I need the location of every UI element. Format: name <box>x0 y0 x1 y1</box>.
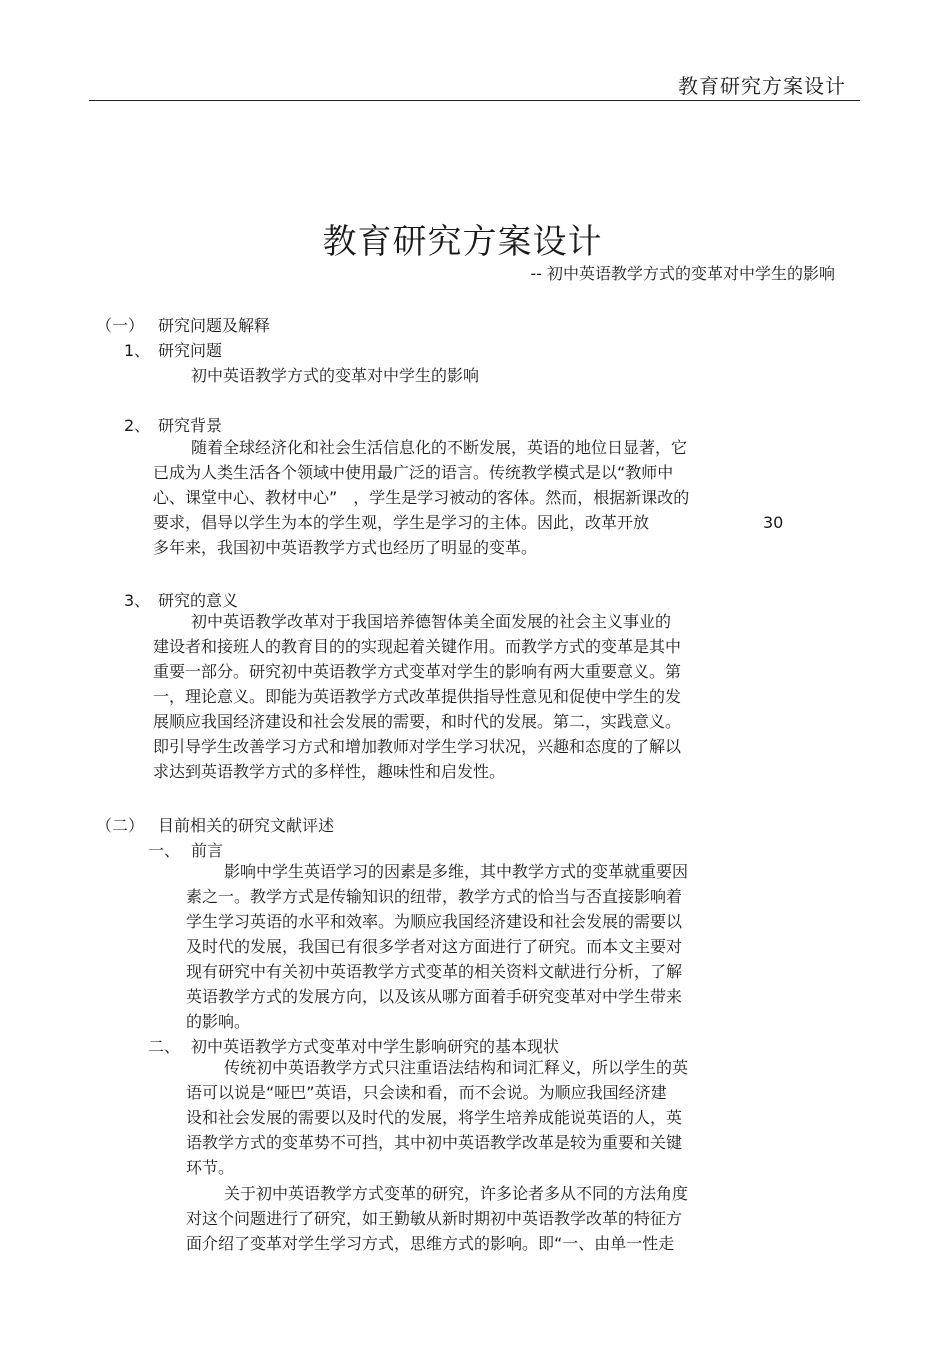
paragraph-line: 展顺应我国经济建设和社会发展的需要，和时代的发展。第二，实践意义。 <box>153 712 682 731</box>
section-1-heading: 研究问题及解释 <box>158 316 271 335</box>
paragraph-line: 多年来，我国初中英语教学方式也经历了明显的变革。 <box>153 538 538 557</box>
status-paragraph-1 <box>186 1055 688 1180</box>
paragraph-line: 素之一。教学方式是传输知识的纽带，教学方式的恰当与否直接影响着 <box>186 887 683 906</box>
section-2-heading: 目前相关的研究文献评述 <box>158 816 335 835</box>
header-rule <box>89 100 860 101</box>
paragraph-line: 传统初中英语教学方式只注重语法结构和词汇释义，所以学生的英 <box>224 1058 689 1077</box>
paragraph-line: 一，理论意义。即能为英语教学方式改革提供指导性意见和促使中学生的发 <box>153 687 682 706</box>
paragraph-line: 初中英语教学改革对于我国培养德智体美全面发展的社会主义事业的 <box>191 612 672 631</box>
item-2-number: 2、 <box>124 416 151 435</box>
paragraph-line: 学生学习英语的水平和效率。为顺应我国经济建设和社会发展的需要以 <box>186 912 683 931</box>
item-2-label: 研究背景 <box>158 416 223 435</box>
paragraph-line: 心、课堂中心、教材中心” ，学生是学习被动的客体。然而，根据新课改的 <box>153 488 690 507</box>
section-1-marker: （一） <box>96 316 145 335</box>
subsection-1-label: 前言 <box>191 841 224 860</box>
subsection-2-label: 初中英语教学方式变革对中学生影响研究的基本现状 <box>191 1037 560 1056</box>
research-question-text: 初中英语教学方式的变革对中学生的影响 <box>191 366 480 385</box>
preface-paragraph <box>186 859 688 1034</box>
item-3-label: 研究的意义 <box>158 591 239 610</box>
margin-number: 30 <box>763 513 784 532</box>
paragraph-line: 语教学方式的变革势不可挡，其中初中英语教学改革是较为重要和关键 <box>186 1133 683 1152</box>
paragraph-line: 重要一部分。研究初中英语教学方式变革对学生的影响有两大重要意义。第 <box>153 662 682 681</box>
paragraph-line: 求达到英语教学方式的多样性，趣味性和启发性。 <box>153 762 506 781</box>
paragraph-line: 随着全球经济化和社会生活信息化的不断发展，英语的地位日显著，它 <box>191 438 688 457</box>
significance-paragraph <box>153 609 681 784</box>
item-1-label: 研究问题 <box>158 341 223 360</box>
subsection-1-number: 一、 <box>148 841 181 860</box>
paragraph-line: 设和社会发展的需要以及时代的发展，将学生培养成能说英语的人，英 <box>186 1108 683 1127</box>
document-subtitle: -- 初中英语教学方式的变革对中学生的影响 <box>530 264 835 283</box>
paragraph-line: 影响中学生英语学习的因素是多维，其中教学方式的变革就重要因 <box>224 862 689 881</box>
item-3-number: 3、 <box>124 591 151 610</box>
paragraph-line: 的影响。 <box>186 1012 251 1031</box>
document-title: 教育研究方案设计 <box>322 222 603 262</box>
paragraph-line: 及时代的发展，我国已有很多学者对这方面进行了研究。而本文主要对 <box>186 937 683 956</box>
section-2-marker: （二） <box>96 816 145 835</box>
background-paragraph <box>153 435 689 560</box>
paragraph-line: 要求，倡导以学生为本的学生观，学生是学习的主体。因此，改革开放 <box>153 513 650 532</box>
paragraph-line: 现有研究中有关初中英语教学方式变革的相关资料文献进行分析，了解 <box>186 962 683 981</box>
status-paragraph-2 <box>186 1181 688 1256</box>
paragraph-line: 即引导学生改善学习方式和增加教师对学生学习状况，兴趣和态度的了解以 <box>153 737 682 756</box>
paragraph-line: 环节。 <box>186 1158 235 1177</box>
paragraph-line: 面介绍了变革对学生学习方式，思维方式的影响。即“一、由单一性走 <box>186 1234 675 1253</box>
paragraph-line: 对这个问题进行了研究，如王勤敏从新时期初中英语教学改革的特征方 <box>186 1209 683 1228</box>
paragraph-line: 语可以说是“哑巴”英语，只会读和看，而不会说。为顺应我国经济建 <box>186 1083 667 1102</box>
paragraph-line: 已成为人类生活各个领域中使用最广泛的语言。传统教学模式是以“教师中 <box>153 463 674 482</box>
paragraph-line: 英语教学方式的发展方向，以及该从哪方面着手研究变革对中学生带来 <box>186 987 683 1006</box>
paragraph-line: 建设者和接班人的教育目的的实现起着关键作用。而教学方式的变革是其中 <box>153 637 682 656</box>
paragraph-line: 关于初中英语教学方式变革的研究，许多论者多从不同的方法角度 <box>224 1184 689 1203</box>
subsection-2-number: 二、 <box>148 1037 181 1056</box>
item-1-number: 1、 <box>124 341 151 360</box>
running-header-title: 教育研究方案设计 <box>678 74 846 98</box>
